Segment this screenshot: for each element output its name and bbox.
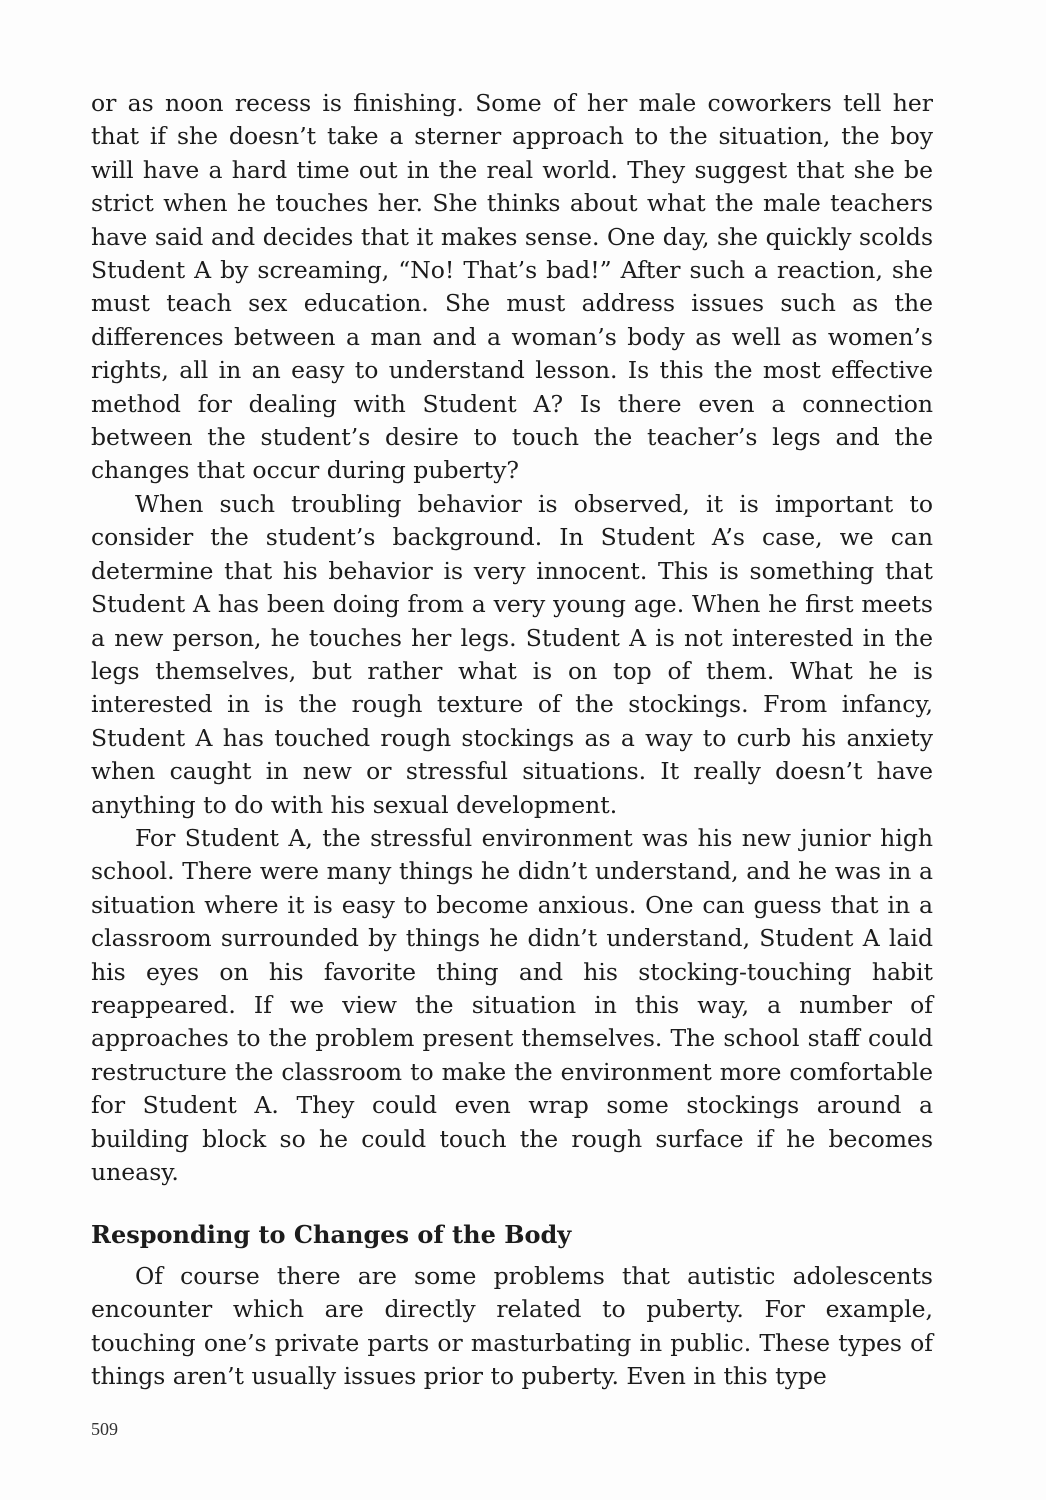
section-heading: Responding to Changes of the Body [91, 1220, 572, 1249]
body-text [91, 87, 933, 1189]
paragraph-student-background: When such troubling behavior is observed, it is important to consider the student’s background. In Student A’s case, we can determine that his behavior is very innocent. This is something that Student A has been doing from a very young age. When he first meets a new person, he touches her legs. Student A is not interested in the legs themselves, but rather what is on top of them. What he is interested in is the rough texture of the stockings. From infancy, Student A has touched rough stockings as a way to curb his anxiety when caught in new or stressful situations. It really doesn’t have anything to do with his sexual development. [91, 489, 933, 819]
section-body [91, 1260, 933, 1394]
paragraph-puberty-problems: Of course there are some problems that autistic adolescents encounter which are directly related to puberty. For example, touching one’s private parts or masturbating in public. These types of things aren’t usually issues prior to puberty. Even in this type [91, 1262, 933, 1391]
paragraph-continued: or as noon recess is finishing. Some of her male coworkers tell her that if she doesn’t take a sterner approach to the situation, the boy will have a hard time out in the real world. They suggest that she be strict when he touches her. She thinks about what the male teachers have said and decides that it makes sense. One day, she quickly scolds Student A by screaming, “No! That’s bad!” After such a reaction, she must teach sex education. She must address issues such as the differences between a man and a woman’s body as well as women’s rights, all in an easy to understand lesson. Is this the most effective method for dealing with Student A? Is there even a connection between the student’s desire to touch the teacher’s legs and the changes that occur during puberty? [91, 89, 933, 485]
page-number: 509 [91, 1419, 118, 1439]
paragraph-stressful-environment: For Student A, the stressful environment was his new junior high school. There were many things he didn’t understand, and he was in a situation where it is easy to become anxious. One can guess that in a classroom surrounded by things he didn’t understand, Student A laid his eyes on his favorite thing and his stocking-touching habit reappeared. If we view the situation in this way, a number of approaches to the problem present themselves. The school staff could restructure the classroom to make the environment more comfortable for Student A. They could even wrap some stockings around a building block so he could touch the rough surface if he becomes uneasy. [91, 823, 933, 1186]
